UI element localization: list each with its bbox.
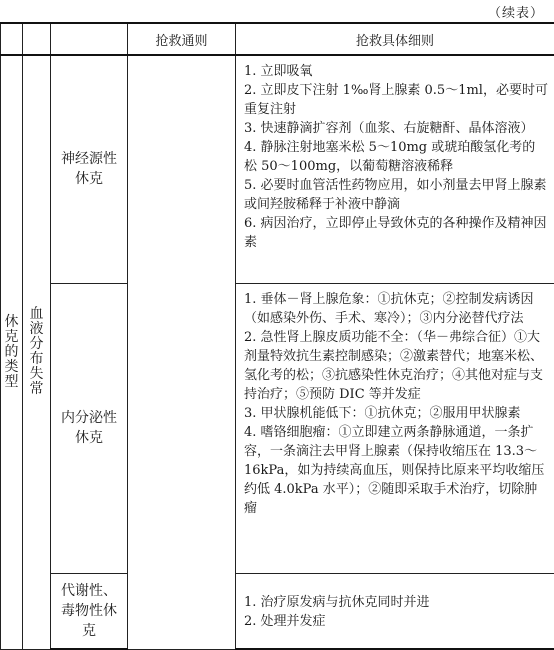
header-specific-rules: 抢救具体细则	[236, 23, 554, 55]
subtype-label: 代谢性、毒物性休克	[61, 582, 117, 639]
group-cell	[23, 55, 51, 649]
table-header-row	[1, 23, 554, 55]
detail-cell	[236, 55, 554, 283]
group-label: 血液分布失常	[29, 306, 44, 398]
detail-list	[244, 62, 548, 252]
general-rules-cell	[128, 55, 236, 649]
list-item: 5. 必要时血管活性药物应用，如小剂量去甲肾上腺素或间羟胺稀释于补液中静滴	[244, 178, 547, 212]
detail-cell	[236, 283, 554, 573]
subtype-cell	[51, 573, 128, 649]
rescue-table	[0, 22, 554, 650]
list-item: 1. 治疗原发病与抗休克同时并进	[244, 594, 430, 610]
detail-cell	[236, 573, 554, 649]
list-item: 2. 处理并发症	[244, 613, 326, 629]
detail-list	[244, 593, 548, 631]
subtype-cell	[51, 55, 128, 283]
category-label: 休克的类型	[4, 313, 19, 390]
continued-label: （续表）	[487, 6, 544, 21]
list-item: 2. 急性肾上腺皮质功能不全：（华－弗综合征）①大剂量特效抗生素控制感染；②激素替代；地塞米松、氢化考的松；③抗感染性休克治疗；④其他对症与支持治疗；⑤预防 DIC 等并发症	[244, 329, 544, 402]
header-blank-2	[23, 23, 51, 55]
header-blank-3	[51, 23, 128, 55]
list-item: 2. 立即皮下注射 1‰肾上腺素 0.5～1ml，必要时可重复注射	[244, 83, 548, 117]
detail-list	[244, 290, 548, 518]
list-item: 3. 甲状腺机能低下：①抗休克；②服用甲状腺素	[244, 405, 521, 421]
header-general-rules: 抢救通则	[128, 23, 236, 55]
header-blank-1	[1, 23, 23, 55]
subtype-label: 内分泌性休克	[61, 410, 117, 446]
list-item: 4. 静脉注射地塞米松 5～10mg 或琥珀酸氢化考的松 50～100mg，以葡萄糖溶液稀释	[244, 140, 536, 174]
subtype-label: 神经源性休克	[61, 151, 117, 188]
table-row	[1, 283, 554, 573]
list-item: 6. 病因治疗，立即停止导致休克的各种操作及精神因素	[244, 216, 547, 250]
subtype-cell	[51, 283, 128, 573]
list-item: 1. 垂体－肾上腺危象：①抗休克；②控制发病诱因（如感染外伤、手术、寒冷）；③内分泌替代疗法	[244, 291, 534, 326]
list-item: 4. 嗜铬细胞瘤：①立即建立两条静脉通道，一条扩容，一条滴注去甲肾上腺素（保持收缩压在 13.3～16kPa，如为持续高血压，则保持比原来平均收缩压约低 4.0kPa 水平）；②随即采取手术治疗，切除肿瘤	[244, 424, 545, 516]
list-item: 1. 立即吸氧	[244, 64, 313, 79]
table-row	[1, 55, 554, 283]
list-item: 3. 快速静滴扩容剂（血浆、右旋糖酐、晶体溶液）	[244, 121, 534, 136]
table-row	[1, 573, 554, 649]
category-cell	[1, 55, 23, 649]
